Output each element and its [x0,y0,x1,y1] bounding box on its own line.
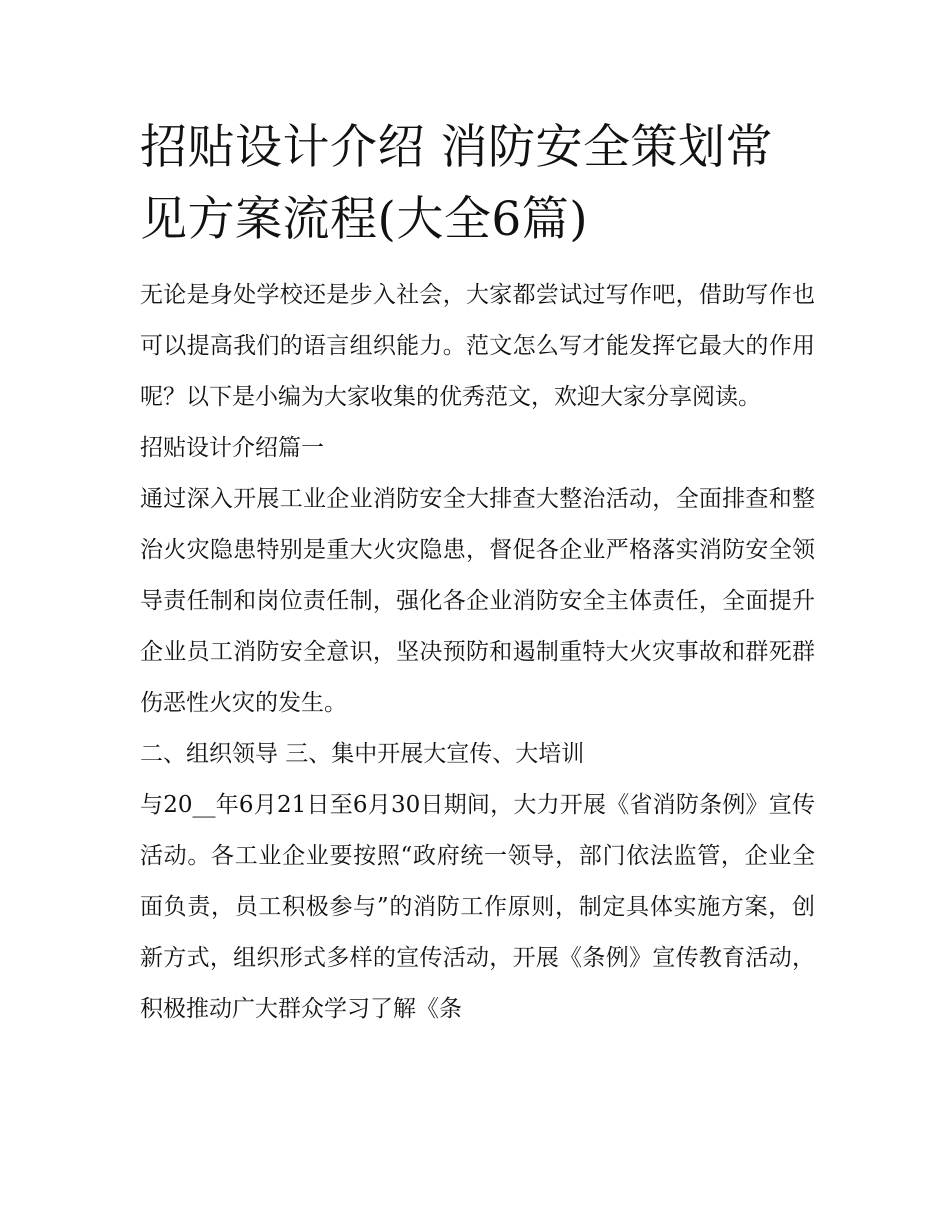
document-body [140,112,815,1035]
document-title: 招贴设计介绍 消防安全策划常见方案流程(大全6篇) [140,120,773,247]
subsection-heading: 二、组织领导 三、集中开展大宣传、大培训 [140,741,585,767]
section-heading: 招贴设计介绍篇一 [140,435,324,461]
intro-paragraph: 无论是身处学校还是步入社会，大家都尝试过写作吧，借助写作也可以提高我们的语言组织能力。范文怎么写才能发挥它最大的作用呢？以下是小编为大家收集的优秀范文，欢迎大家分享阅读。 [140,282,815,410]
body-paragraph: 通过深入开展工业企业消防安全大排查大整治活动，全面排查和整治火灾隐患特别是重大火灾隐患，督促各企业严格落实消防安全领导责任制和岗位责任制，强化各企业消防安全主体责任，全面提升企业员工消防安全意识，坚决预防和遏制重特大火灾事故和群死群伤恶性火灾的发生。 [140,486,815,716]
body-paragraph: 与20__年6月21日至6月30日期间，大力开展《省消防条例》宣传活动。各工业企业要按照“政府统一领导，部门依法监管，企业全面负责，员工积极参与”的消防工作原则，制定具体实施方案，创新方式，组织形式多样的宣传活动，开展《条例》宣传教育活动，积极推动广大群众学习了解《条 [140,792,815,1022]
